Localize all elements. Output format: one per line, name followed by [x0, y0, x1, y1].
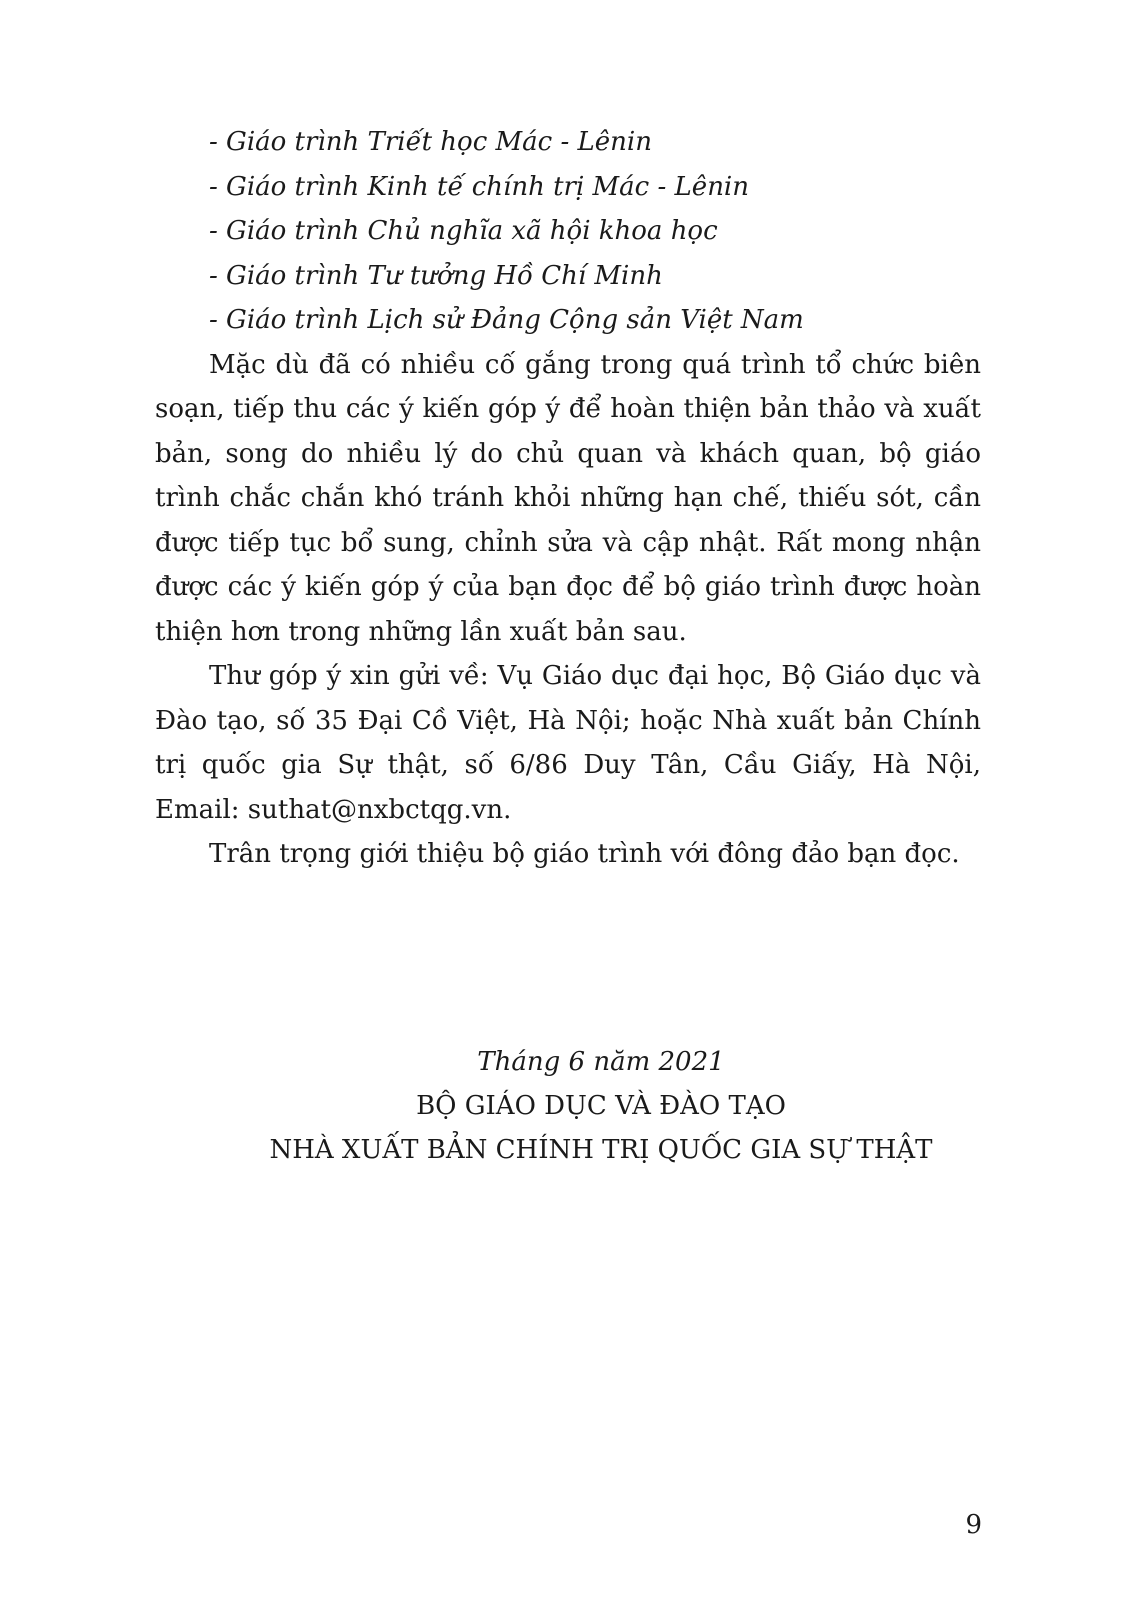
- paragraph-feedback-note: Mặc dù đã có nhiều cố gắng trong quá trình tổ chức biên soạn, tiếp thu các ý kiến góp ý để hoàn thiện bản thảo và xuất bản, song do nhiều lý do chủ quan và khách quan, bộ giáo trình chắc chắn khó tránh khỏi những hạn chế, thiếu sót, cần được tiếp tục bổ sung, chỉnh sửa và cập nhật. Rất mong nhận được các ý kiến góp ý của bạn đọc để bộ giáo trình được hoàn thiện hơn trong những lần xuất bản sau.: [155, 349, 981, 647]
- page-content: [155, 120, 981, 877]
- textbook-list-item: - Giáo trình Kinh tế chính trị Mác - Lênin: [209, 171, 749, 202]
- signature-date: Tháng 6 năm 2021: [477, 1047, 725, 1077]
- paragraph-introduction: Trân trọng giới thiệu bộ giáo trình với đông đảo bạn đọc.: [209, 839, 960, 869]
- signature-org-publisher: NHÀ XUẤT BẢN CHÍNH TRỊ QUỐC GIA SỰ THẬT: [269, 1135, 933, 1165]
- textbook-list-item: - Giáo trình Lịch sử Đảng Cộng sản Việt Nam: [209, 305, 804, 335]
- textbook-list-item: - Giáo trình Tư tưởng Hồ Chí Minh: [209, 260, 663, 291]
- signature-org-ministry: BỘ GIÁO DỤC VÀ ĐÀO TẠO: [416, 1091, 786, 1121]
- textbook-list-item: - Giáo trình Chủ nghĩa xã hội khoa học: [209, 216, 718, 246]
- textbook-list: [155, 120, 981, 343]
- textbook-list-item: - Giáo trình Triết học Mác - Lênin: [209, 127, 652, 157]
- paragraph-contact-address: Thư góp ý xin gửi về: Vụ Giáo dục đại học, Bộ Giáo dục và Đào tạo, số 35 Đại Cồ Việt, Hà Nội; hoặc Nhà xuất bản Chính trị quốc gia Sự thật, số 6/86 Duy Tân, Cầu Giấy, Hà Nội, Email: suthat@nxbctqg.vn.: [155, 661, 981, 825]
- signature-block: [0, 1040, 1142, 1172]
- page-number: 9: [965, 1510, 982, 1540]
